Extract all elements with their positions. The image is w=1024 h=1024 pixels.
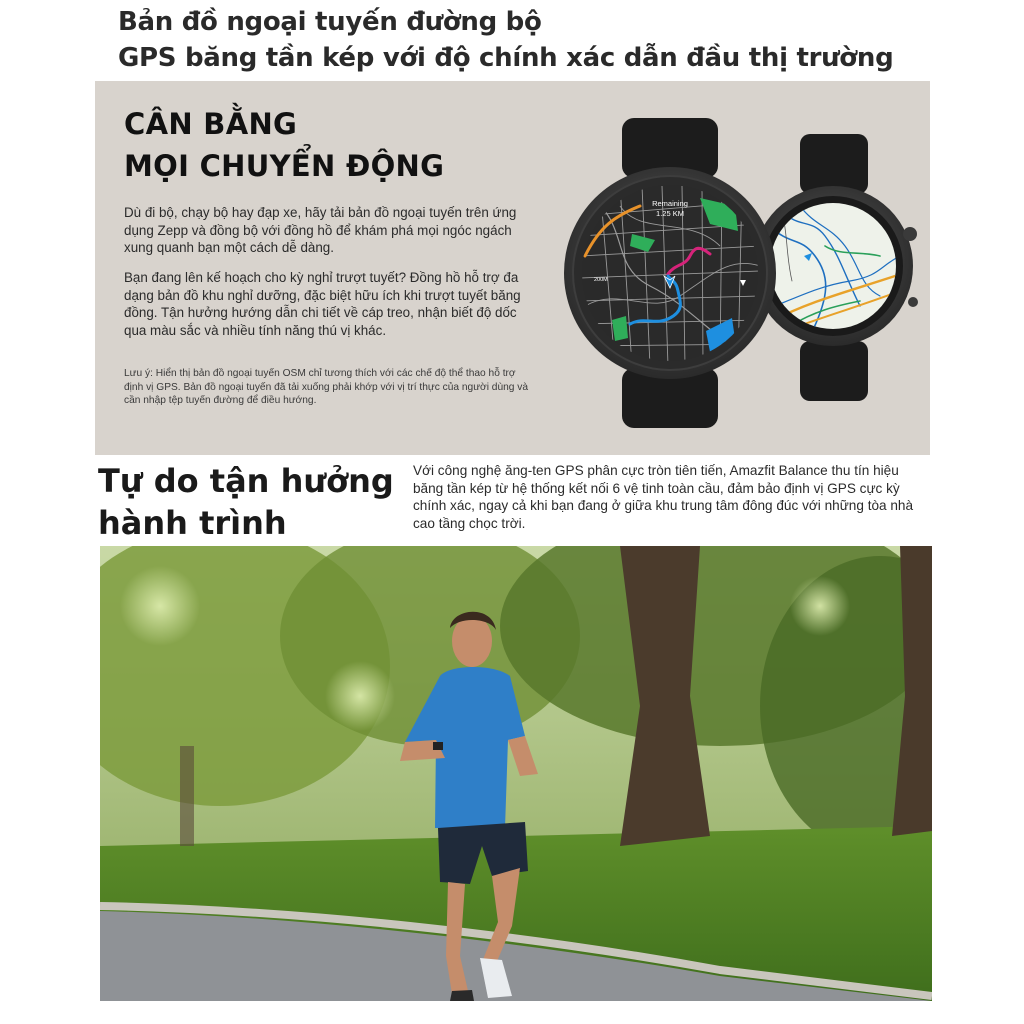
runner-photo (100, 546, 932, 1001)
section-title (98, 460, 394, 544)
header-line-1: Bản đồ ngoại tuyến đường bộ (118, 7, 542, 37)
panel-title-line-2: MỌI CHUYỂN ĐỘNG (124, 149, 445, 183)
section-title-line-1: Tự do tận hưởng (98, 462, 394, 500)
section-text: Với công nghệ ăng-ten GPS phân cực tròn tiên tiến, Amazfit Balance thu tín hiệu băng tần kép từ hệ thống kết nối 6 vệ tinh toàn cầu, đảm bảo định vị GPS cực kỳ chính xác, ngay cả khi bạn đang ở giữa khu trung tâm đông đúc với những tòa nhà cao tầng chọc trời. (413, 463, 914, 531)
panel-title-line-1: CÂN BẰNG (124, 107, 298, 141)
watch-front (564, 118, 776, 428)
watch-back (753, 134, 918, 401)
watch-scale-label: 200M (594, 277, 608, 283)
watch-remaining-label: Remaining (652, 199, 688, 208)
page-header (118, 4, 998, 76)
section-title-line-2: hành trình (98, 504, 287, 542)
watch-remaining-value: 1.25 KM (656, 209, 684, 218)
panel-paragraph-1: Dù đi bộ, chạy bộ hay đạp xe, hãy tải bản đồ ngoại tuyến trên ứng dụng Zepp và đồng bộ với đồng hồ để khám phá mọi ngóc ngách xung quanh bạn một cách dễ dàng. (124, 205, 517, 255)
panel-paragraph-2: Bạn đang lên kế hoạch cho kỳ nghỉ trượt tuyết? Đồng hồ hỗ trợ đa dạng bản đồ khu nghỉ dưỡng, đặc biệt hữu ích khi trượt tuyết băng đồng. Tận hưởng hướng dẫn chi tiết về cáp treo, nhận biết độ dốc qua màu sắc và nhiều tính năng thú vị khác. (124, 270, 521, 338)
offline-maps-panel (95, 81, 930, 455)
smartwatch-icon (433, 742, 443, 750)
panel-note: Lưu ý: Hiển thị bản đồ ngoại tuyến OSM chỉ tương thích với các chế độ thể thao hỗ trợ định vị GPS. Bản đồ ngoại tuyến đã tải xuống phải khớp với vị trí thực của người dùng và cần nhập tệp tuyến đường để điều hướng. (124, 368, 529, 407)
panel-title (124, 103, 444, 187)
header-line-2: GPS băng tần kép với độ chính xác dẫn đầu thị trường (118, 43, 894, 73)
watch-illustration (560, 106, 930, 441)
